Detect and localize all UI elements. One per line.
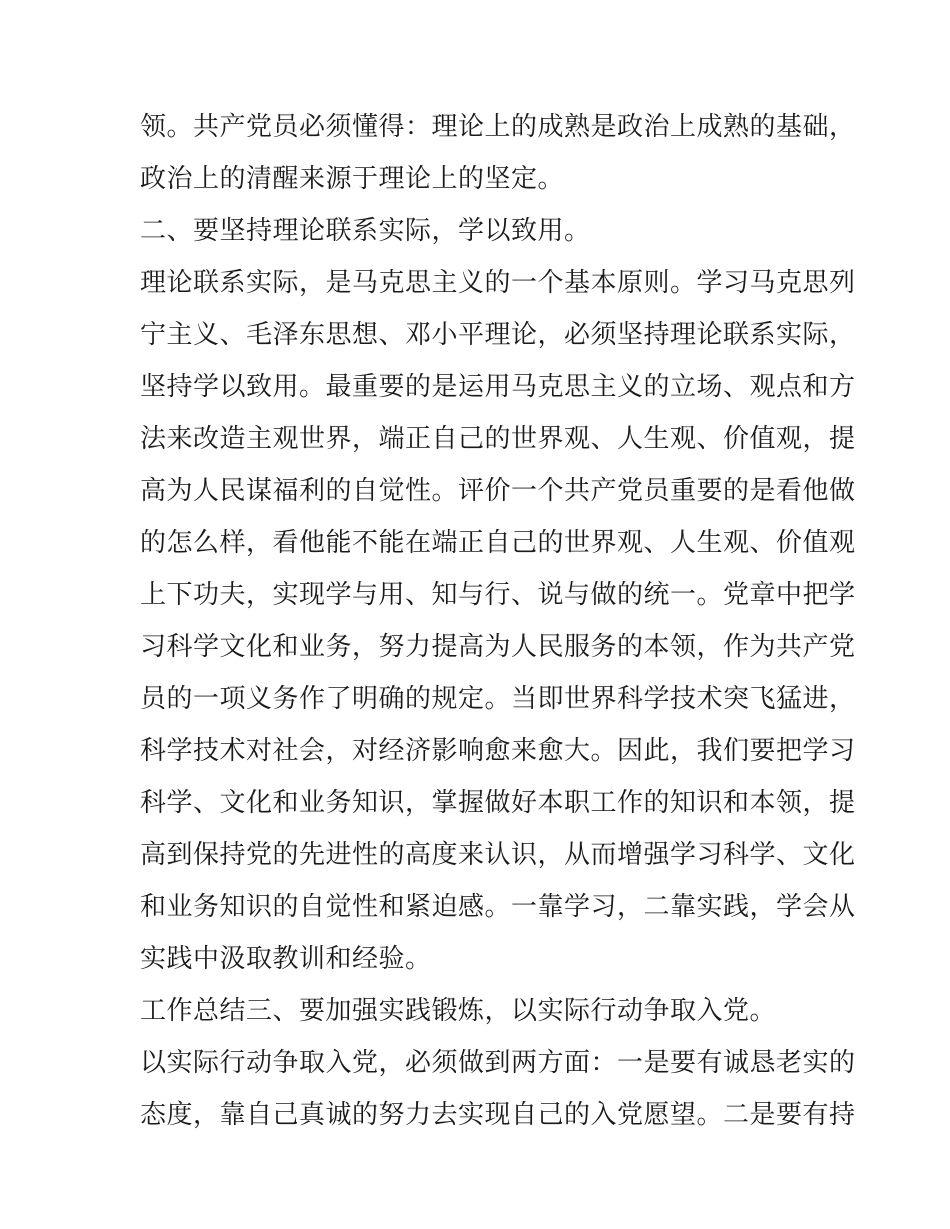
paragraph-line: 习科学文化和业务，努力提高为人民服务的本领，作为共产党: [140, 632, 856, 662]
section-heading: 工作总结三、要加强实践锻炼，以实际行动争取入党。: [140, 996, 777, 1026]
paragraph-line: 科学、文化和业务知识，掌握做好本职工作的知识和本领，提: [140, 788, 856, 818]
paragraph-line: 和业务知识的自觉性和紧迫感。一靠学习，二靠实践，学会从: [140, 892, 856, 922]
paragraph-line: 宁主义、毛泽东思想、邓小平理论，必须坚持理论联系实际，: [140, 320, 856, 350]
paragraph-line: 实践中汲取教训和经验。: [140, 944, 432, 974]
paragraph-line: 理论联系实际，是马克思主义的一个基本原则。学习马克思列: [140, 268, 856, 298]
paragraph-line: 坚持学以致用。最重要的是运用马克思主义的立场、观点和方: [140, 372, 856, 402]
paragraph-line: 员的一项义务作了明确的规定。当即世界科学技术突飞猛进，: [140, 684, 856, 714]
paragraph-line: 的怎么样，看他能不能在端正自己的世界观、人生观、价值观: [140, 528, 856, 558]
paragraph-line: 态度，靠自己真诚的努力去实现自己的入党愿望。二是要有持: [140, 1100, 856, 1130]
paragraph-line: 科学技术对社会，对经济影响愈来愈大。因此，我们要把学习: [140, 736, 856, 766]
paragraph-line: 高到保持党的先进性的高度来认识，从而增强学习科学、文化: [140, 840, 856, 870]
paragraph-line: 领。共产党员必须懂得：理论上的成熟是政治上成熟的基础，: [140, 112, 856, 142]
paragraph-line: 高为人民谋福利的自觉性。评价一个共产党员重要的是看他做: [140, 476, 856, 506]
section-heading: 二、要坚持理论联系实际，学以致用。: [140, 216, 591, 246]
paragraph-line: 以实际行动争取入党，必须做到两方面：一是要有诚恳老实的: [140, 1048, 856, 1078]
paragraph-line: 上下功夫，实现学与用、知与行、说与做的统一。党章中把学: [140, 580, 856, 610]
paragraph-line: 法来改造主观世界，端正自己的世界观、人生观、价值观，提: [140, 424, 856, 454]
paragraph-line: 政治上的清醒来源于理论上的坚定。: [140, 164, 565, 194]
